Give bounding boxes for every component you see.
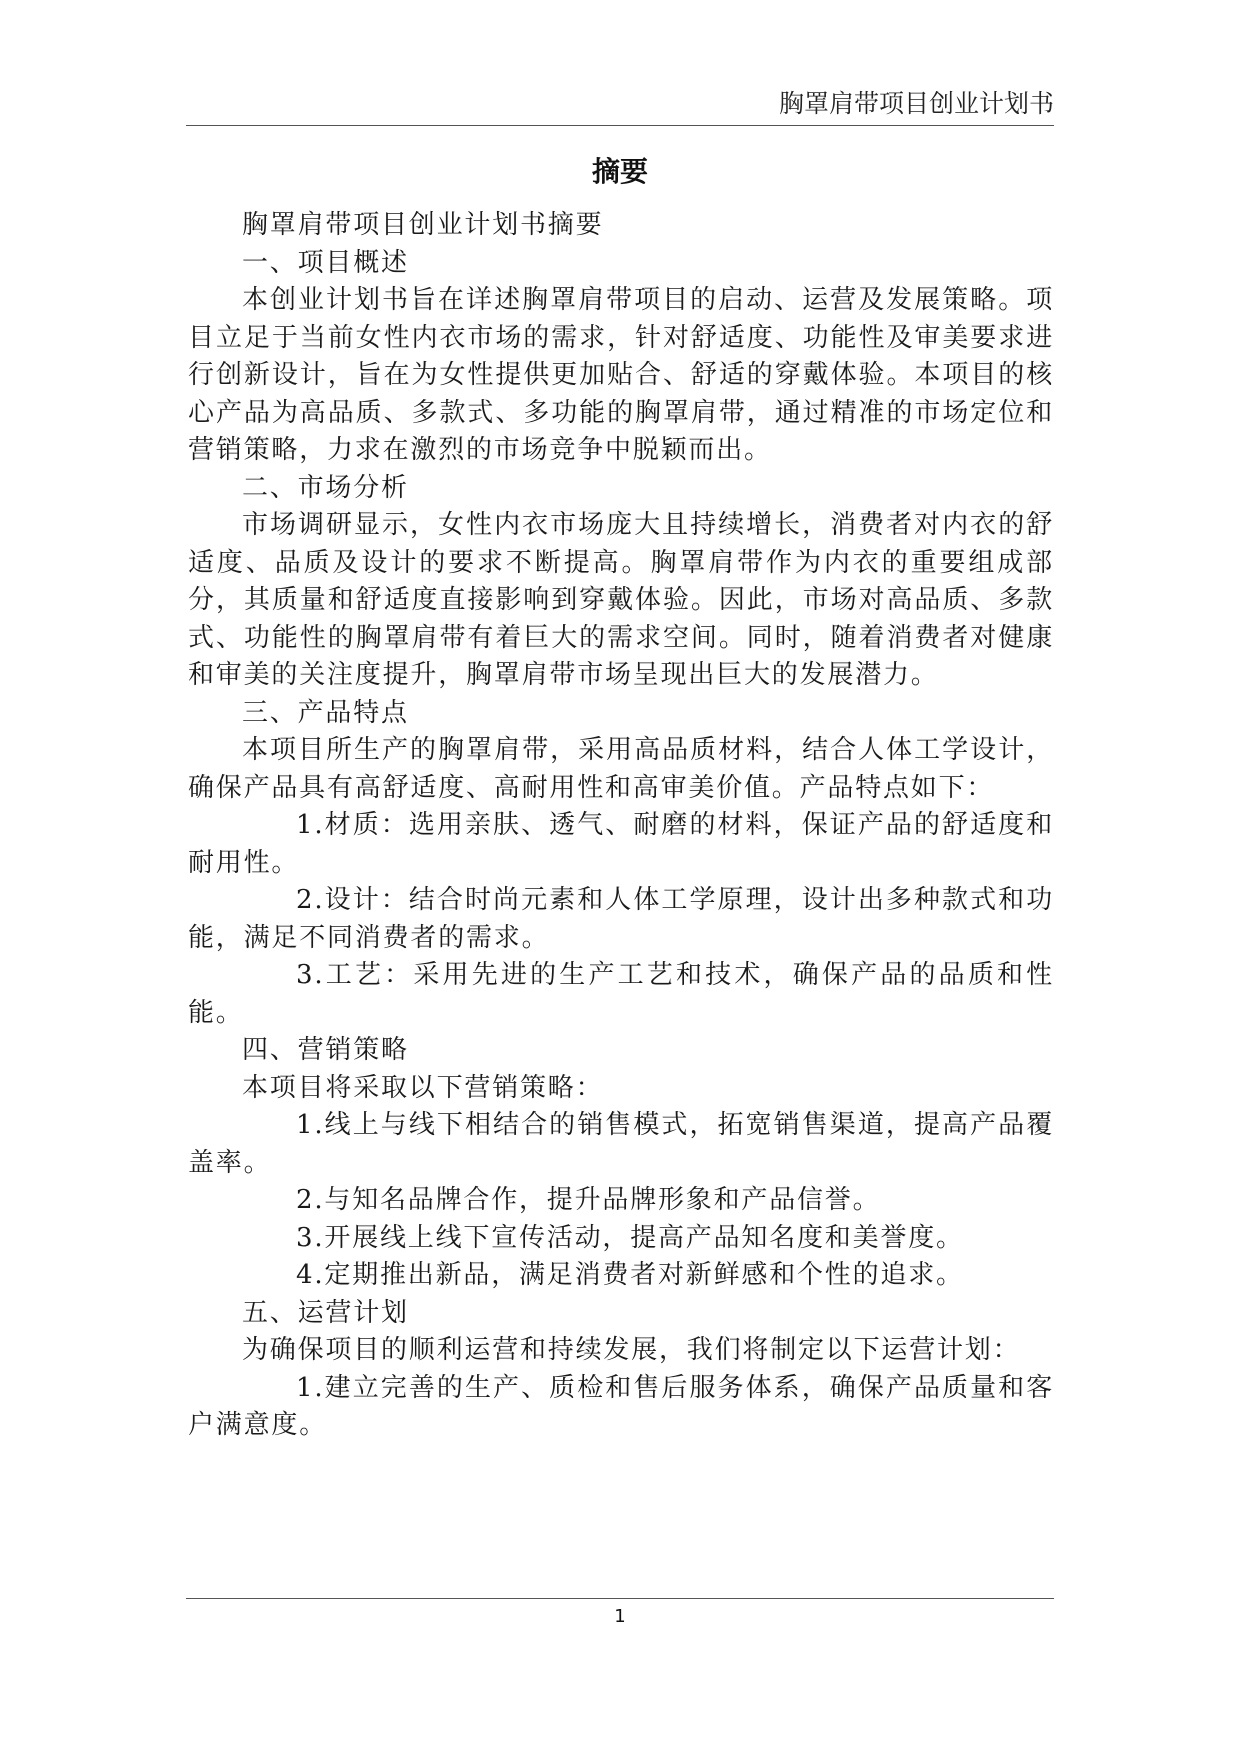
body-paragraph: 四、营销策略 xyxy=(242,1035,409,1065)
body-paragraph: 1.线上与线下相结合的销售模式，拓宽销售渠道，提高产品覆盖率。 xyxy=(188,1110,1054,1178)
body-paragraph: 1.建立完善的生产、质检和售后服务体系，确保产品质量和客户满意度。 xyxy=(188,1372,1054,1440)
body-paragraph: 2.设计：结合时尚元素和人体工学原理，设计出多种款式和功能，满足不同消费者的需求。 xyxy=(188,885,1054,953)
footer-divider xyxy=(186,1598,1054,1599)
body-paragraph: 3.开展线上线下宣传活动，提高产品知名度和美誉度。 xyxy=(296,1222,964,1253)
body-paragraph: 2.与知名品牌合作，提升品牌形象和产品信誉。 xyxy=(296,1185,881,1215)
body-paragraph: 为确保项目的顺利运营和持续发展，我们将制定以下运营计划： xyxy=(242,1335,1021,1365)
body-paragraph: 本项目将采取以下营销策略： xyxy=(242,1072,604,1103)
header-divider xyxy=(186,125,1054,126)
document-body xyxy=(188,207,1054,1445)
body-paragraph: 市场调研显示，女性内衣市场庞大且持续增长，消费者对内衣的舒适度、品质及设计的要求不断提高。胸罩肩带作为内衣的重要组成部分，其质量和舒适度直接影响到穿戴体验。因此，市场对高品质、多款式、功能性的胸罩肩带有着巨大的需求空间。同时，随着消费者对健康和审美的关注度提升，胸罩肩带市场呈现出巨大的发展潜力。 xyxy=(188,510,1054,690)
body-paragraph: 二、市场分析 xyxy=(242,472,409,503)
body-paragraph: 1.材质：选用亲肤、透气、耐磨的材料，保证产品的舒适度和耐用性。 xyxy=(188,810,1054,878)
body-paragraph: 三、产品特点 xyxy=(242,697,409,728)
body-paragraph: 胸罩肩带项目创业计划书摘要 xyxy=(242,210,604,240)
section-heading: 摘要 xyxy=(591,155,648,188)
running-header-title: 胸罩肩带项目创业计划书 xyxy=(778,89,1054,118)
body-paragraph: 3.工艺：采用先进的生产工艺和技术，确保产品的品质和性能。 xyxy=(188,960,1054,1028)
body-paragraph: 五、运营计划 xyxy=(242,1297,409,1328)
body-paragraph: 本创业计划书旨在详述胸罩肩带项目的启动、运营及发展策略。项目立足于当前女性内衣市场的需求，针对舒适度、功能性及审美要求进行创新设计，旨在为女性提供更加贴合、舒适的穿戴体验。本项目的核心产品为高品质、多款式、多功能的胸罩肩带，通过精准的市场定位和营销策略，力求在激烈的市场竞争中脱颖而出。 xyxy=(188,285,1054,465)
body-paragraph: 本项目所生产的胸罩肩带，采用高品质材料，结合人体工学设计，确保产品具有高舒适度、高耐用性和高审美价值。产品特点如下： xyxy=(188,735,1054,803)
body-paragraph: 4.定期推出新品，满足消费者对新鲜感和个性的追求。 xyxy=(296,1260,964,1290)
body-paragraph: 一、项目概述 xyxy=(242,247,409,278)
page-number: 1 xyxy=(614,1606,626,1627)
